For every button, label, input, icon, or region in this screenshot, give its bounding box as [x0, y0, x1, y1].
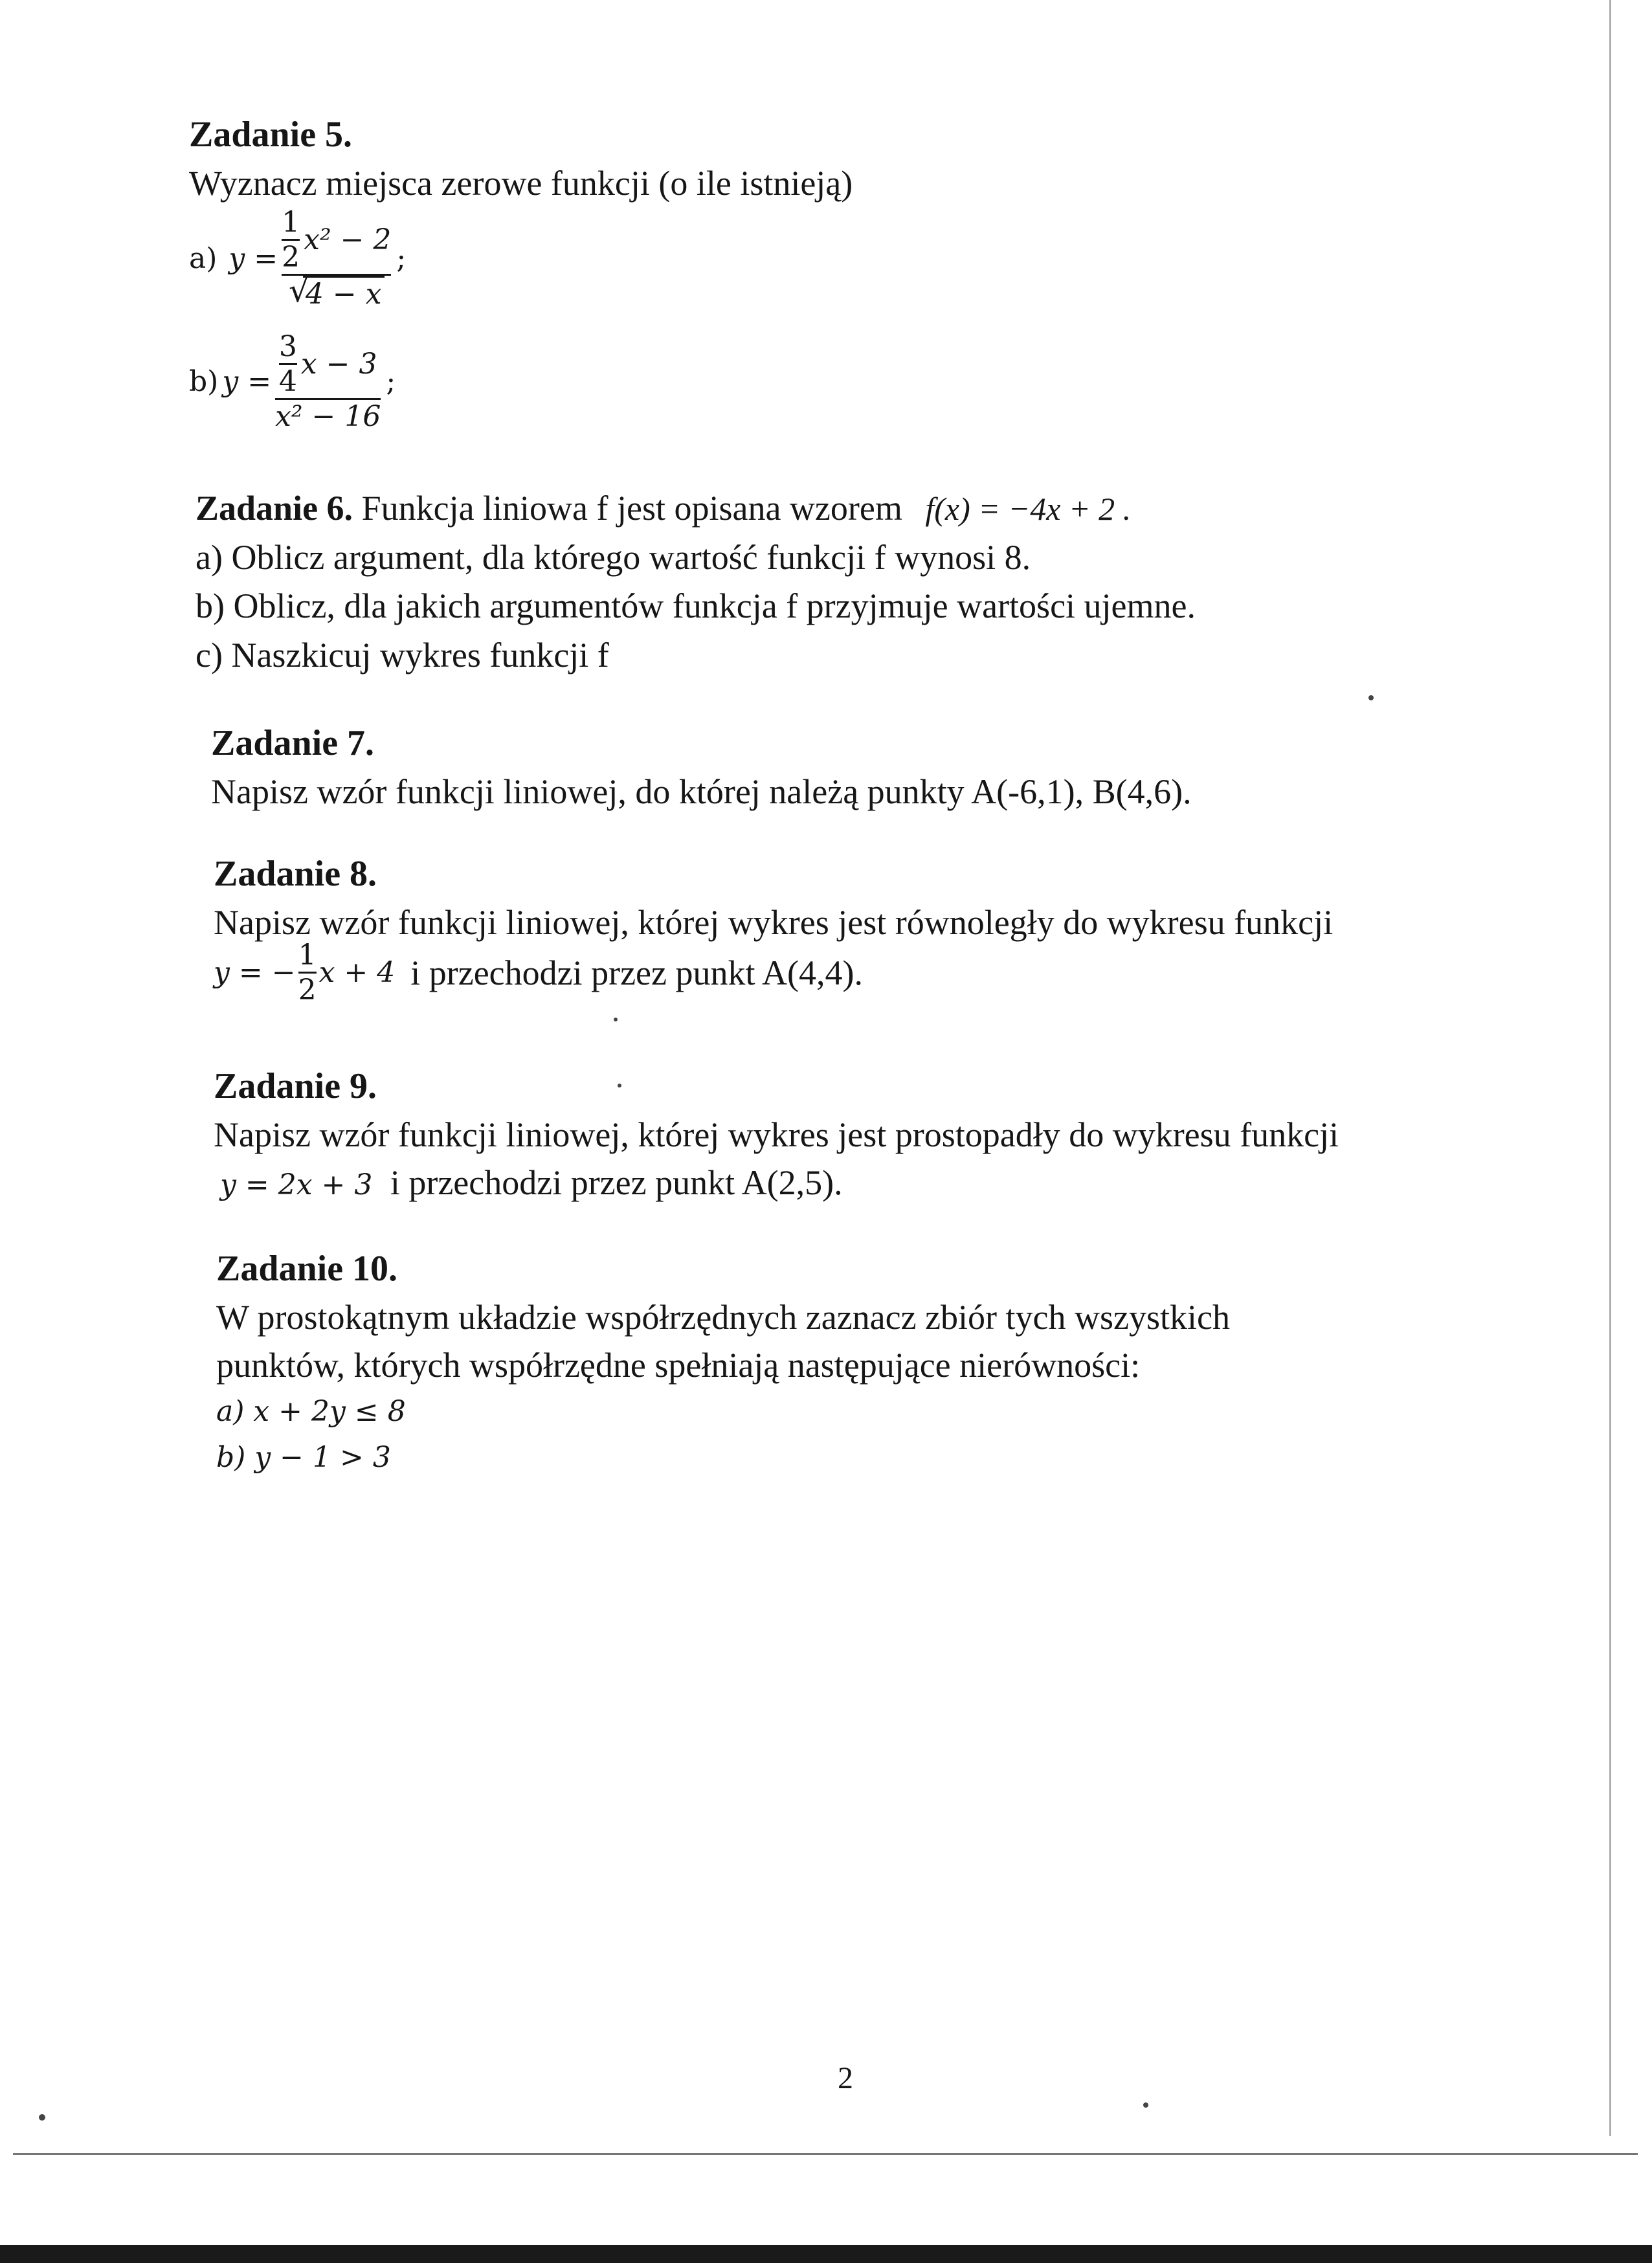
scan-speck: [614, 1018, 618, 1021]
task-10-item-b: b) y − 1 > 3: [216, 1441, 391, 1474]
scan-speck: [1368, 695, 1374, 700]
scan-line-bottom: [13, 2153, 1638, 2155]
task-6-item-a: a) Oblicz argument, dla którego wartość funkcji f wynosi 8.: [195, 537, 1031, 577]
task-5-a-numerator: [282, 206, 391, 274]
page-number: 2: [838, 2061, 853, 2095]
task-8-y: y = −: [214, 956, 296, 989]
task-6-intro: Funkcja liniowa f jest opisana wzorem: [361, 489, 902, 528]
task-8-formula-line: [214, 939, 863, 1007]
task-5-b-inner-den: 4: [278, 365, 297, 398]
task-5-a-inner-num: 1: [282, 206, 300, 239]
task-9-formula: y = 2x + 3: [220, 1168, 373, 1201]
task-5-a-y: y =: [229, 241, 278, 275]
scan-edge-right: [1609, 0, 1611, 2136]
task-5-a-inner-rest: x² − 2: [304, 223, 392, 256]
task-6-item-c: c) Naszkicuj wykres funkcji f: [195, 635, 609, 674]
scan-speck: [39, 2114, 45, 2121]
task-10: [216, 1251, 1230, 1475]
task-6-intro-line: [195, 487, 1196, 531]
task-5-b-label: b): [189, 365, 219, 398]
task-8-formula-rest: x + 4: [318, 956, 396, 989]
task-5: [189, 117, 853, 206]
task-5-a-formula: [189, 206, 406, 311]
task-6-formula: f(x) = −4x + 2 .: [925, 491, 1132, 527]
task-9-title: Zadanie 9.: [214, 1066, 377, 1106]
task-5-a-denominator: [288, 272, 385, 311]
task-5-a-fraction: [282, 206, 391, 311]
scan-edge-bottom: [0, 2245, 1652, 2263]
task-5-b-numerator: [279, 330, 377, 398]
task-8-text: Napisz wzór funkcji liniowej, której wykres jest równoległy do wykresu funkcji: [214, 903, 1334, 942]
task-6-title: Zadanie 6.: [195, 489, 353, 528]
task-5-b-denominator: x² − 16: [275, 400, 381, 433]
task-9: [214, 1068, 1339, 1205]
task-6-item-b: b) Oblicz, dla jakich argumentów funkcja f przyjmuje wartości ujemne.: [195, 586, 1196, 625]
task-9-text: Napisz wzór funkcji liniowej, której wykres jest prostopadły do wykresu funkcji: [214, 1115, 1339, 1154]
task-5-b-formula: [189, 330, 396, 433]
task-5-b-y: y =: [222, 365, 272, 398]
task-8-frac-num: 1: [298, 939, 317, 972]
task-5-a-tail: ;: [396, 241, 407, 275]
task-5-title: Zadanie 5.: [189, 115, 353, 155]
task-8: [214, 856, 1333, 945]
task-7-text: Napisz wzór funkcji liniowej, do której należą punkty A(-6,1), B(4,6).: [211, 772, 1192, 811]
scan-speck: [618, 1084, 621, 1087]
task-8-title: Zadanie 8.: [214, 854, 377, 894]
square-root-sign: √ 4 − x: [289, 276, 385, 311]
task-10-title: Zadanie 10.: [216, 1249, 398, 1289]
task-6: [195, 487, 1196, 677]
task-10-item-a: a) x + 2y ≤ 8: [216, 1395, 406, 1428]
scan-speck: [1143, 2102, 1148, 2108]
task-8-fraction: [298, 939, 317, 1007]
task-7-title: Zadanie 7.: [211, 723, 375, 763]
task-5-a-inner-den: 2: [282, 241, 300, 274]
task-5-a-inner-fraction: [282, 206, 300, 274]
task-5-a-label: a): [189, 241, 218, 275]
task-8-frac-den: 2: [298, 974, 317, 1007]
task-5-prompt: Wyznacz miejsca zerowe funkcji (o ile istnieją): [189, 164, 853, 203]
task-5-a-radicand: 4 − x: [303, 276, 385, 311]
task-10-line-2: punktów, których współrzędne spełniają następujące nierówności:: [216, 1345, 1141, 1385]
task-9-tail: i przechodzi przez punkt A(2,5).: [390, 1163, 843, 1202]
task-5-b-inner-fraction: [279, 330, 297, 398]
task-8-tail: i przechodzi przez punkt A(4,4).: [410, 953, 863, 992]
task-9-formula-line: [214, 1161, 1339, 1205]
task-5-b-inner-rest: x − 3: [300, 348, 377, 381]
task-5-b-tail: ;: [386, 365, 396, 398]
task-5-b-inner-num: 3: [278, 330, 297, 363]
task-7: [211, 725, 1192, 814]
task-5-b-fraction: [275, 330, 381, 433]
task-10-line-1: W prostokątnym układzie współrzędnych zaznacz zbiór tych wszystkich: [216, 1298, 1230, 1337]
